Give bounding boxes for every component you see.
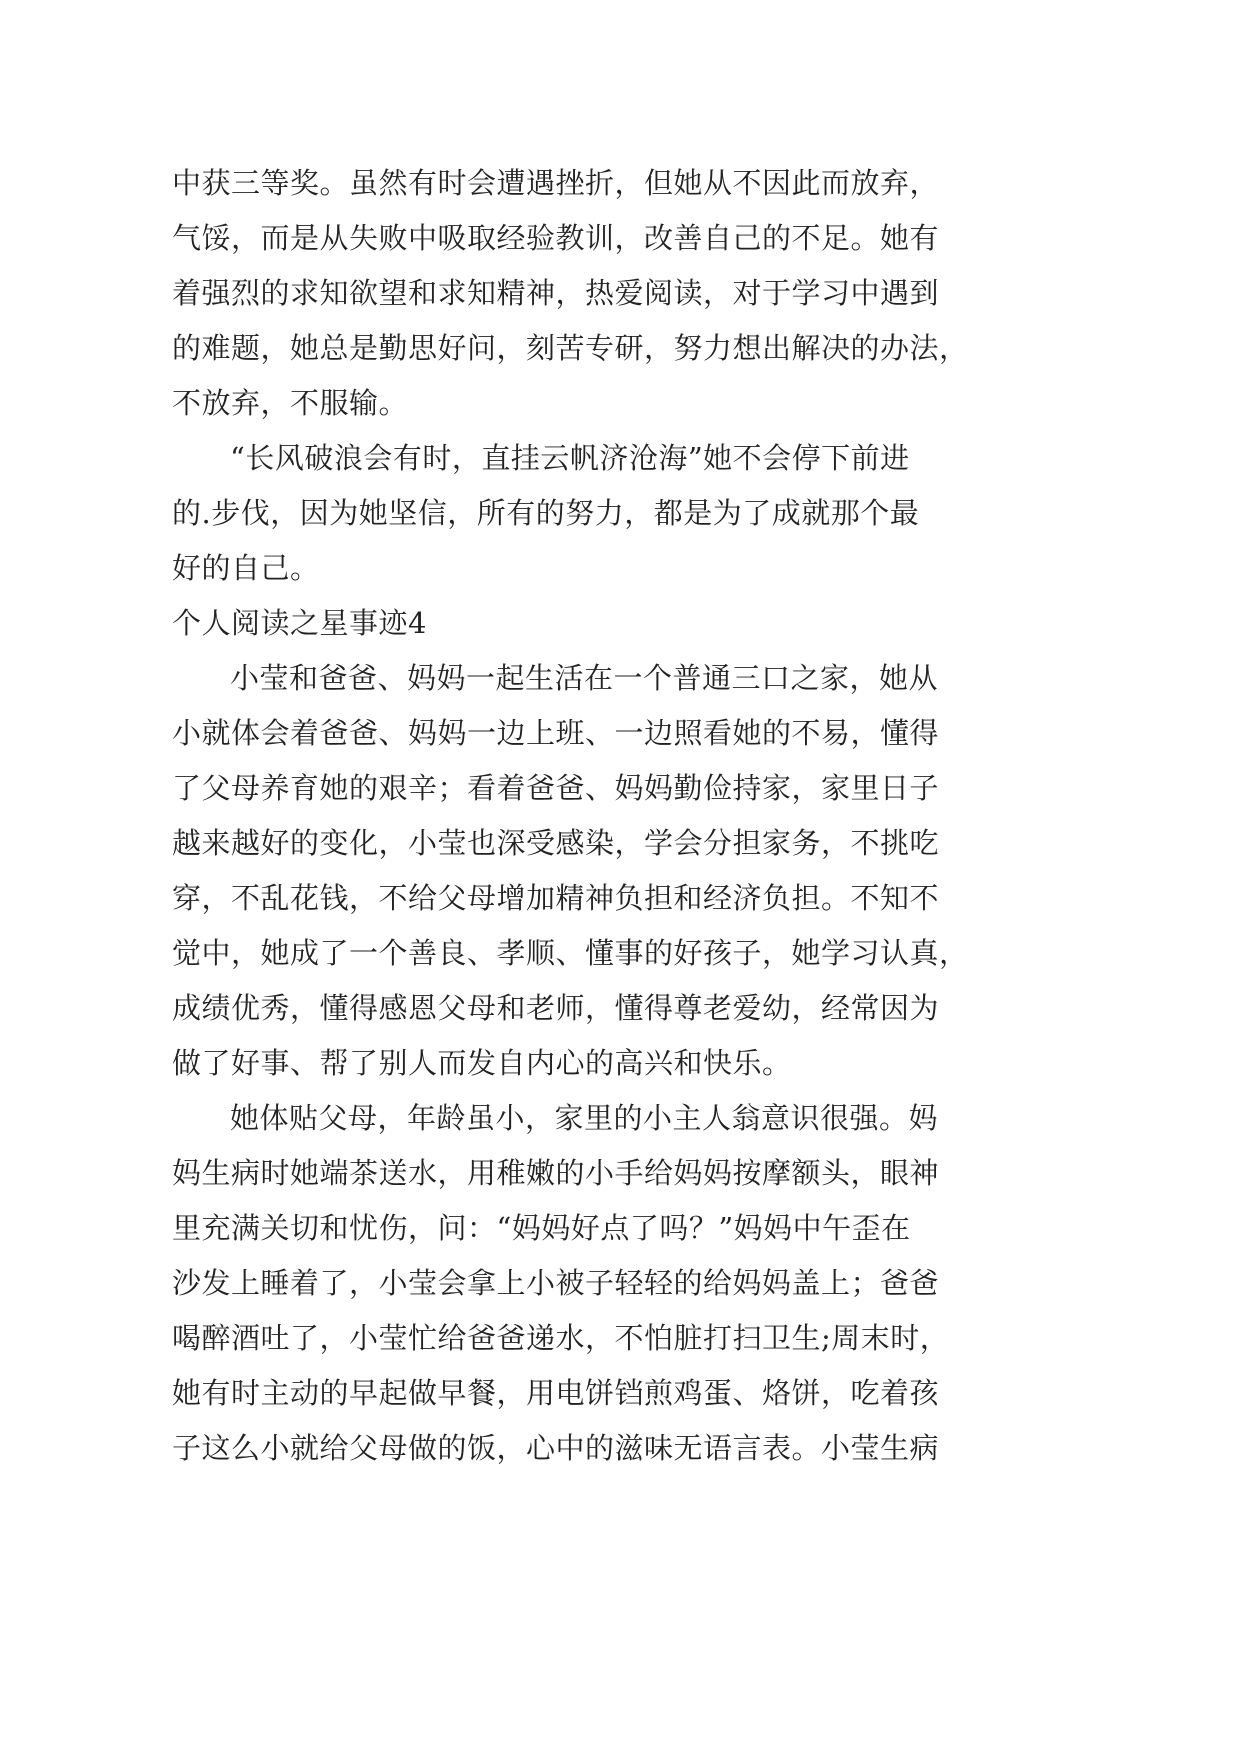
text-line: 成绩优秀，懂得感恩父母和老师，懂得尊老爱幼，经常因为 (172, 991, 940, 1025)
text-line: 中获三等奖。虽然有时会遭遇挫折，但她从不因此而放弃， (172, 166, 940, 200)
text-line: 越来越好的变化，小莹也深受感染，学会分担家务，不挑吃 (172, 826, 940, 860)
text-line: 的.步伐，因为她坚信，所有的努力，都是为了成就那个最 (172, 496, 920, 530)
text-line: 做了好事、帮了别人而发自内心的高兴和快乐。 (172, 1046, 792, 1080)
text-line: 喝醉酒吐了，小莹忙给爸爸递水，不怕脏打扫卫生;周末时， (172, 1321, 950, 1355)
text-line: 她有时主动的早起做早餐，用电饼铛煎鸡蛋、烙饼，吃着孩 (172, 1376, 940, 1410)
text-line: 子这么小就给父母做的饭，心中的滋味无语言表。小莹生病 (172, 1431, 940, 1465)
section-heading: 个人阅读之星事迹4 (172, 606, 427, 640)
paragraph-quote (172, 431, 1002, 596)
text-line: 觉中，她成了一个善良、孝顺、懂事的好孩子，她学习认真， (172, 936, 969, 970)
text-line: 她体贴父母，年龄虽小，家里的小主人翁意识很强。妈 (230, 1101, 939, 1135)
text-line: 小莹和爸爸、妈妈一起生活在一个普通三口之家，她从 (230, 661, 939, 695)
text-line: 着强烈的求知欲望和求知精神，热爱阅读，对于学习中遇到 (172, 276, 940, 310)
text-line: 不放弃，不服输。 (172, 386, 409, 420)
text-line: “长风破浪会有时，直挂云帆济沧海”她不会停下前进 (230, 441, 910, 475)
text-line: 小就体会着爸爸、妈妈一边上班、一边照看她的不易，懂得 (172, 716, 940, 750)
text-line: 里充满关切和忧伤，问：“妈妈好点了吗？”妈妈中午歪在 (172, 1211, 911, 1245)
paragraph-continuation (172, 156, 1002, 431)
text-line: 的难题，她总是勤思好问，刻苦专研，努力想出解决的办法， (172, 331, 969, 365)
text-line: 妈生病时她端茶送水，用稚嫩的小手给妈妈按摩额头，眼神 (172, 1156, 940, 1190)
text-line: 了父母养育她的艰辛；看着爸爸、妈妈勤俭持家，家里日子 (172, 771, 940, 805)
text-line: 穿，不乱花钱，不给父母增加精神负担和经济负担。不知不 (172, 881, 940, 915)
text-line: 沙发上睡着了，小莹会拿上小被子轻轻的给妈妈盖上；爸爸 (172, 1266, 940, 1300)
paragraph-intro (172, 651, 1002, 1091)
document-body (172, 156, 1002, 1476)
paragraph-care (172, 1091, 1002, 1476)
text-line: 气馁，而是从失败中吸取经验教训，改善自己的不足。她有 (172, 221, 940, 255)
text-line: 好的自己。 (172, 551, 320, 585)
